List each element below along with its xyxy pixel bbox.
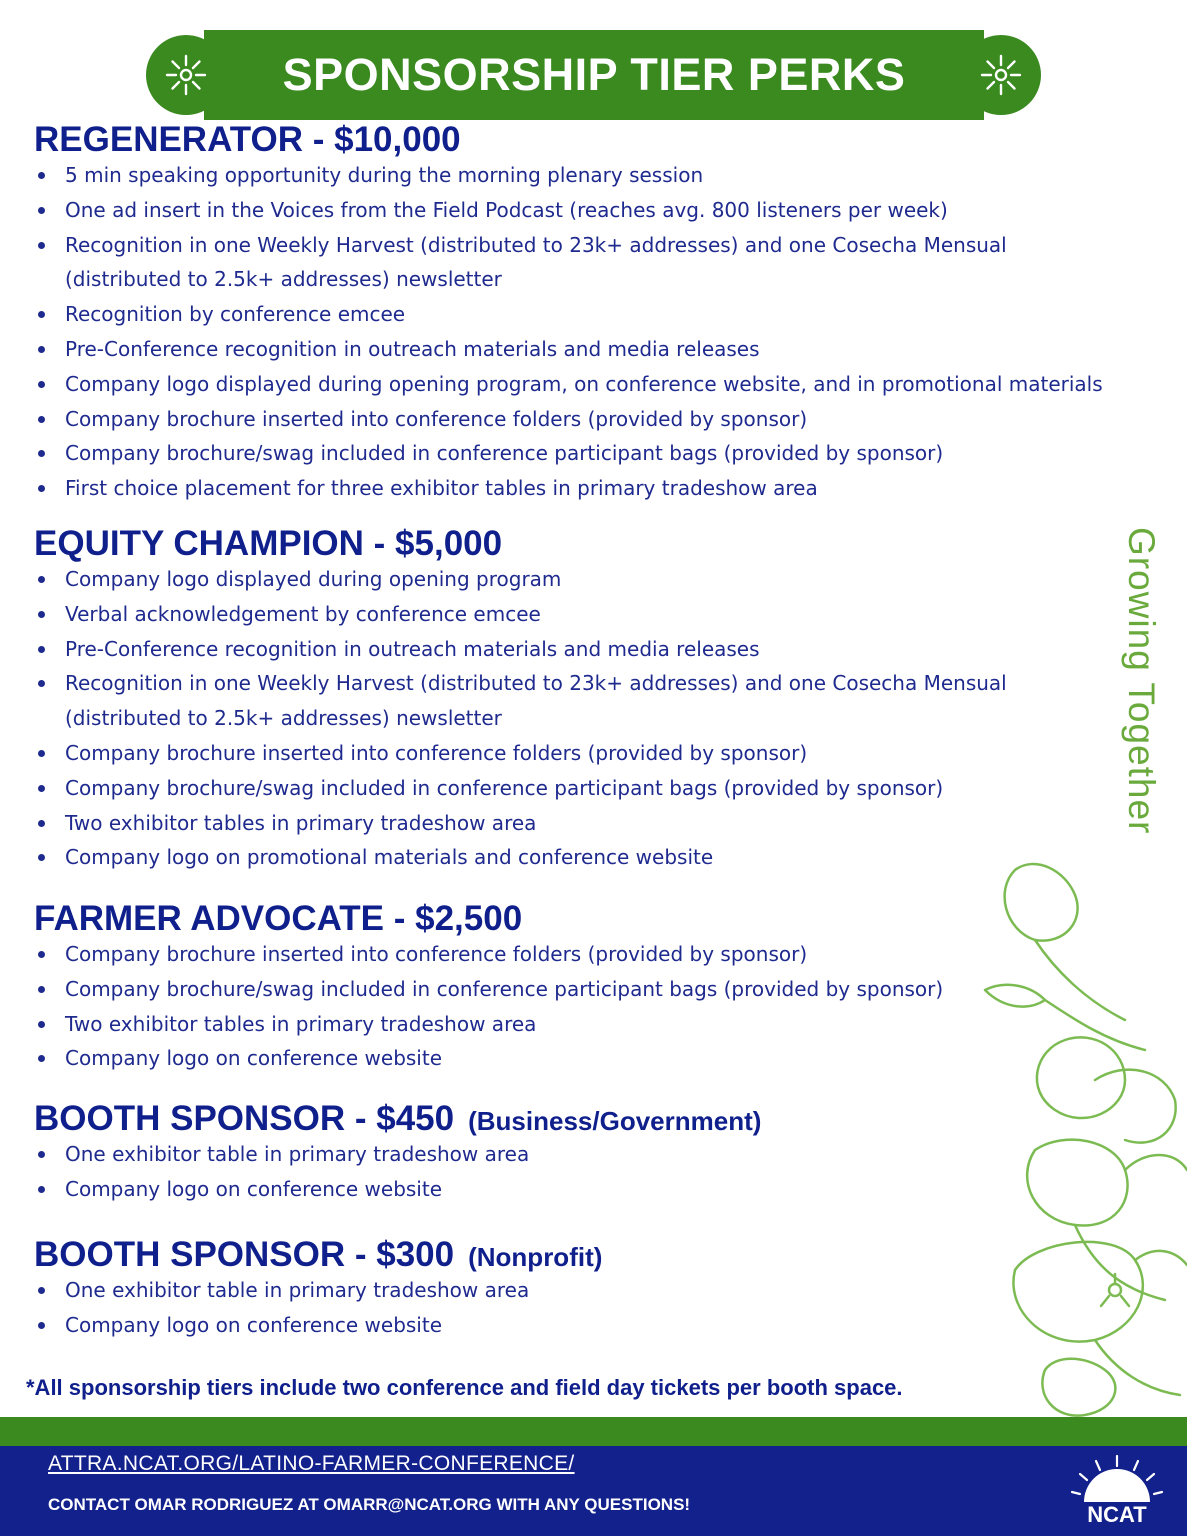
tier-heading-equity-champion: EQUITY CHAMPION - $5,000 <box>34 524 503 563</box>
tier-heading-farmer-advocate: FARMER ADVOCATE - $2,500 <box>34 899 523 938</box>
tier-heading-booth-business: BOOTH SPONSOR - $450 (Business/Government) <box>34 1099 762 1138</box>
perk-item: Company logo displayed during opening program, on conference website, and in promotional materials <box>34 367 1134 402</box>
perk-item: Company brochure inserted into conference folders (provided by sponsor) <box>34 736 1134 771</box>
perk-item: Two exhibitor tables in primary tradeshow area <box>34 806 1134 841</box>
tier-perks-regenerator <box>34 158 1134 506</box>
perk-item: 5 min speaking opportunity during the morning plenary session <box>34 158 1134 193</box>
contact-line: CONTACT OMAR RODRIGUEZ AT OMARR@NCAT.ORG WITH ANY QUESTIONS! <box>48 1495 691 1514</box>
perk-item: One exhibitor table in primary tradeshow area <box>34 1273 1134 1308</box>
perk-item: Company logo on conference website <box>34 1172 1134 1207</box>
perk-item: Company brochure/swag included in conference participant bags (provided by sponsor) <box>34 436 1134 471</box>
perk-item: Company logo on promotional materials and conference website <box>34 840 1134 875</box>
tier-perks-farmer-advocate <box>34 937 1134 1076</box>
perk-item: Recognition in one Weekly Harvest (distributed to 23k+ addresses) and one Cosecha Mensual (distributed to 2.5k+ addresses) newsletter <box>34 228 1065 298</box>
floral-illustration <box>975 850 1187 1450</box>
tier-note: (Business/Government) <box>468 1106 762 1136</box>
flower-icon <box>979 53 1023 97</box>
perk-item: Company logo on conference website <box>34 1308 1134 1343</box>
perk-item: One ad insert in the Voices from the Field Podcast (reaches avg. 800 listeners per week) <box>34 193 1134 228</box>
perk-item: Recognition by conference emcee <box>34 297 1134 332</box>
perk-item: First choice placement for three exhibitor tables in primary tradeshow area <box>34 471 1134 506</box>
perk-item: Company brochure/swag included in conference participant bags (provided by sponsor) <box>34 771 1134 806</box>
ncat-logo <box>1062 1452 1172 1532</box>
tier-heading-regenerator: REGENERATOR - $10,000 <box>34 120 461 159</box>
perk-item: One exhibitor table in primary tradeshow area <box>34 1137 1134 1172</box>
page-title: SPONSORSHIP TIER PERKS <box>282 49 906 100</box>
footer <box>0 1446 1187 1536</box>
sunrise-icon <box>1062 1452 1172 1508</box>
tier-note: (Nonprofit) <box>468 1242 603 1272</box>
perk-item: Company logo displayed during opening program <box>34 562 1134 597</box>
perk-item: Company logo on conference website <box>34 1041 1134 1076</box>
tier-perks-booth-business <box>34 1137 1134 1207</box>
perk-item: Recognition in one Weekly Harvest (distributed to 23k+ addresses) and one Cosecha Mensual (distributed to 2.5k+ addresses) newsletter <box>34 666 1065 736</box>
flower-icon <box>164 53 208 97</box>
perk-item: Pre-Conference recognition in outreach materials and media releases <box>34 632 1134 667</box>
tier-perks-equity-champion <box>34 562 1134 875</box>
perk-item: Pre-Conference recognition in outreach materials and media releases <box>34 332 1134 367</box>
tier-heading-booth-nonprofit: BOOTH SPONSOR - $300 (Nonprofit) <box>34 1235 603 1274</box>
title-banner <box>146 30 1041 120</box>
vertical-tagline: Growing Together <box>1121 527 1162 835</box>
perk-item: Company brochure inserted into conference folders (provided by sponsor) <box>34 937 1134 972</box>
perk-item: Company brochure/swag included in conference participant bags (provided by sponsor) <box>34 972 1134 1007</box>
footer-stripe <box>0 1417 1187 1446</box>
tier-perks-booth-nonprofit <box>34 1273 1134 1343</box>
conference-link[interactable]: ATTRA.NCAT.ORG/LATINO-FARMER-CONFERENCE/ <box>48 1452 575 1475</box>
footnote: *All sponsorship tiers include two conference and field day tickets per booth space. <box>26 1375 903 1400</box>
logo-text: NCAT <box>1087 1502 1147 1527</box>
perk-item: Company brochure inserted into conference folders (provided by sponsor) <box>34 402 1134 437</box>
perk-item: Two exhibitor tables in primary tradeshow area <box>34 1007 1134 1042</box>
perk-item: Verbal acknowledgement by conference emcee <box>34 597 1134 632</box>
